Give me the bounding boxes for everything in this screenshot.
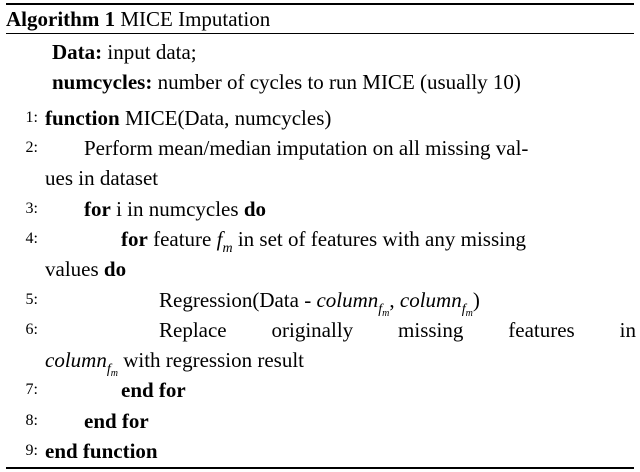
line-text: Perform mean/median imputation on all missing val- [84,136,529,160]
line-6 [159,317,636,343]
line-text: MICE(Data, numcycles) [124,106,332,130]
math-subsub: m [382,308,390,319]
math-sub [462,302,473,317]
line-5 [159,287,480,318]
word: missing [398,318,464,342]
algorithm-caption [6,6,270,32]
line-6-cont [45,347,304,378]
line-text: ues in dataset [45,166,159,190]
keyword: function [45,106,120,130]
math-sub [107,362,118,377]
line-text: feature [153,227,212,251]
keyword: for [84,197,111,221]
math-column [45,348,118,379]
line-text: i in numcycles [116,197,239,221]
line-4-cont [45,256,126,282]
caption-rule [6,33,634,34]
word: features [508,318,575,342]
line-text: in set of features with any missing [237,227,526,251]
input-numcycles [52,69,521,95]
line-2 [84,135,528,161]
close-paren: ) [472,288,480,312]
keyword: for [121,227,148,251]
line-2-cont [45,165,158,191]
line-text: with regression result [123,348,304,372]
word: originally [271,318,354,342]
input-text: input data; [107,40,197,64]
input-key: numcycles: [52,70,153,94]
math-subsub: m [465,308,473,319]
line-number: 5: [25,291,38,308]
keyword: end for [121,378,186,402]
line-text: values [45,257,99,281]
algorithm-label: Algorithm 1 [6,7,116,31]
input-key: Data: [52,40,103,64]
keyword: end function [45,439,158,463]
math-f: f [378,302,383,317]
math-column [316,288,390,319]
line-number: 9: [25,442,38,459]
math-f: f [106,362,111,377]
math-word: column [399,288,462,312]
line-8 [84,408,149,434]
keyword: do [103,257,127,281]
algorithm-title: MICE Imputation [120,7,271,31]
line-number: 3: [25,200,38,217]
bottom-rule [6,467,634,469]
math-word: column [45,348,107,372]
line-7 [121,377,186,403]
line-number: 2: [25,139,38,156]
line-3 [84,196,266,222]
line-number: 4: [25,230,38,247]
math-sub: m [222,241,233,256]
math-sub [378,302,389,317]
input-data [52,39,197,65]
math-word: column [316,288,379,312]
comma: , [389,288,395,312]
line-1 [45,105,331,131]
math-subsub: m [110,368,118,379]
keyword: end for [84,409,149,433]
word: in [619,318,636,342]
math-f: f [216,227,223,251]
word: Replace [159,318,227,342]
line-number: 1: [25,109,38,126]
math-symbol [216,227,233,256]
input-text: number of cycles to run MICE (usually 10) [157,70,521,94]
line-number: 8: [25,412,38,429]
line-4 [121,226,526,256]
math-f: f [461,302,466,317]
line-number: 6: [25,321,38,338]
line-text: Regression(Data - [159,288,312,312]
line-9 [45,438,158,464]
top-rule [6,3,634,5]
keyword: do [243,197,266,221]
line-number: 7: [25,381,38,398]
math-column [399,288,473,319]
